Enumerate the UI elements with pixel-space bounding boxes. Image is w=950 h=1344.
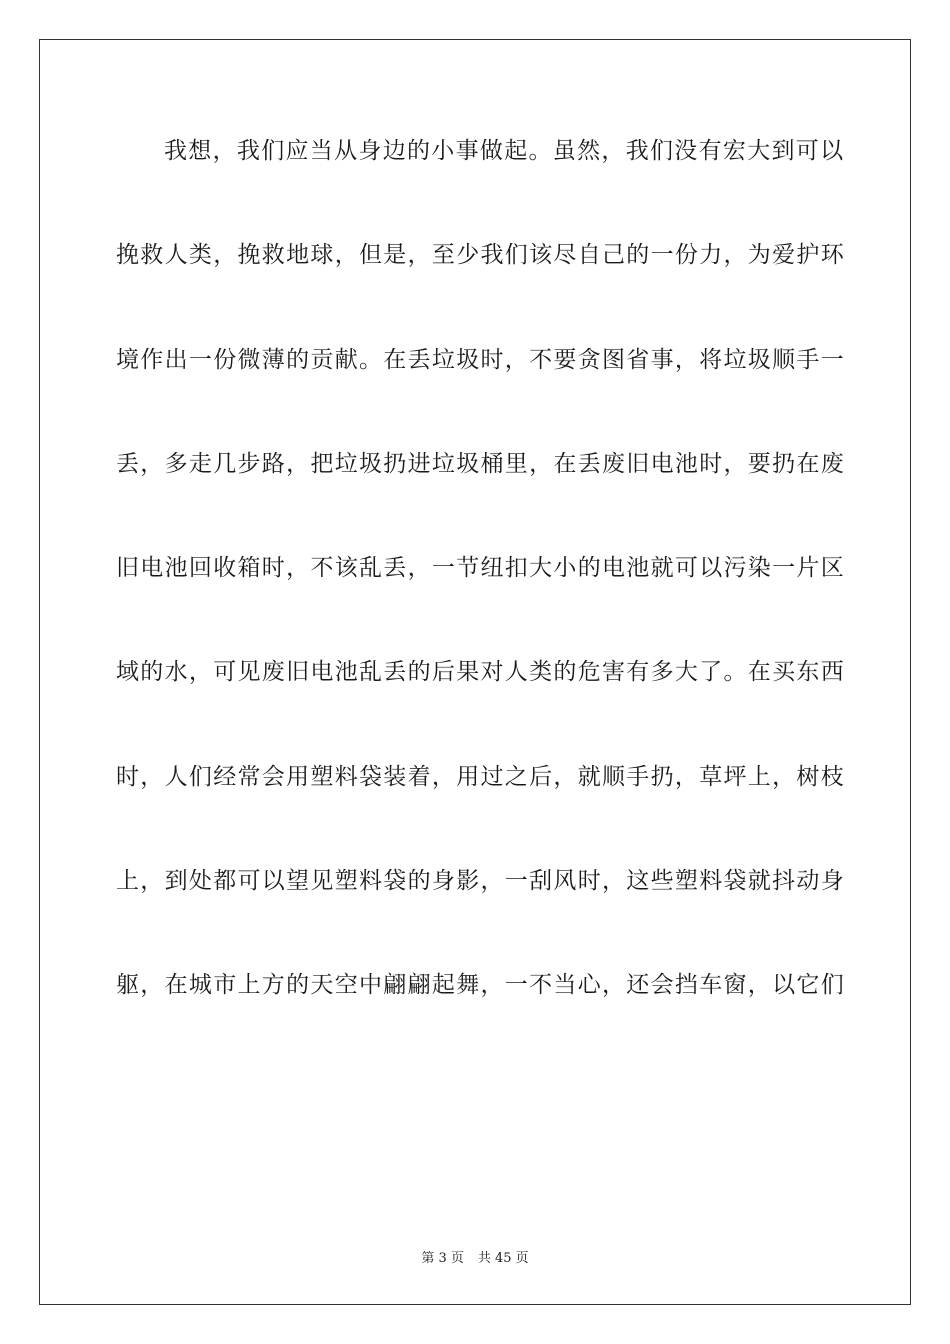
paragraph-line: 时，人们经常会用塑料袋装着，用过之后，就顺手扔，草坪上，树枝 bbox=[116, 763, 845, 790]
page-footer bbox=[0, 1247, 950, 1266]
paragraph-line: 我想，我们应当从身边的小事做起。虽然，我们没有宏大到可以 bbox=[164, 138, 845, 164]
paragraph-line: 躯，在城市上方的天空中翩翩起舞，一不当心，还会挡车窗，以它们 bbox=[116, 972, 845, 999]
paragraph-line: 域的水，可见废旧电池乱丢的后果对人类的危害有多大了。在买东西 bbox=[116, 659, 845, 686]
paragraph-line: 上，到处都可以望见塑料袋的身影，一刮风时，这些塑料袋就抖动身 bbox=[116, 868, 845, 895]
document-body bbox=[116, 127, 845, 1066]
paragraph-line: 丢，多走几步路，把垃圾扔进垃圾桶里，在丢废旧电池时，要扔在废 bbox=[116, 450, 845, 477]
paragraph-line: 挽救人类，挽救地球，但是，至少我们该尽自己的一份力，为爱护环 bbox=[116, 242, 845, 269]
paragraph-line: 境作出一份微薄的贡献。在丢垃圾时，不要贪图省事，将垃圾顺手一 bbox=[116, 346, 845, 373]
paragraph-line: 旧电池回收箱时，不该乱丢，一节纽扣大小的电池就可以污染一片区 bbox=[116, 555, 845, 582]
page-number: 第 3 页 bbox=[421, 1251, 464, 1266]
page-total: 共 45 页 bbox=[477, 1251, 529, 1266]
